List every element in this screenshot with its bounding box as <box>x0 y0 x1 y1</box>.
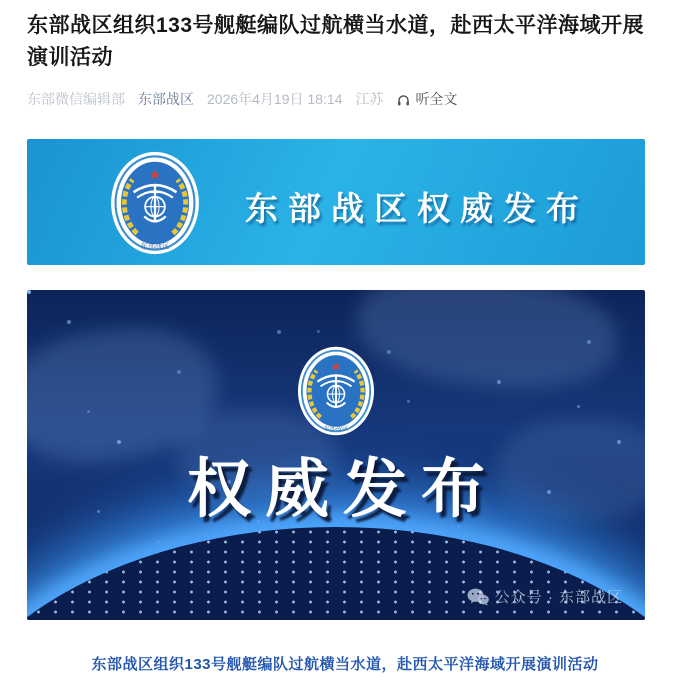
editor-label: 东部微信编辑部 <box>27 91 125 107</box>
listen-fulltext-label: 听全文 <box>415 91 458 107</box>
publish-datetime: 2026年4月19日 18:14 <box>207 91 343 107</box>
poster-image-authoritative-release[interactable] <box>27 290 645 620</box>
emblem-label: 东部战区 <box>323 425 349 433</box>
banner1-title: 东部战区权威发布 <box>245 190 589 227</box>
account-link[interactable]: 东部战区 <box>138 91 194 107</box>
theater-command-emblem-icon <box>109 151 201 255</box>
worldmap-decoration <box>352 290 622 398</box>
article-title: 东部战区组织133号舰艇编队过航横当水道，赴西太平洋海域开展演训活动 <box>27 14 645 69</box>
banner-image-authoritative-release[interactable] <box>27 139 645 265</box>
listen-fulltext-button[interactable] <box>396 89 457 109</box>
article-page <box>0 10 690 674</box>
wechat-icon <box>467 588 489 606</box>
poster-headline: 权威发布 <box>187 453 499 525</box>
article-meta-row <box>27 89 663 109</box>
location-label: 江苏 <box>355 91 384 107</box>
image-caption: 东部战区组织133号舰艇编队过航横当水道，赴西太平洋海域开展演训活动 <box>91 656 599 673</box>
emblem-label: 东部战区 <box>140 242 170 251</box>
watermark-text: 公众号 · 东部战区 <box>494 589 623 606</box>
particle-dots-decoration <box>27 290 30 293</box>
theater-command-emblem-icon <box>297 346 375 436</box>
headphone-icon <box>396 92 411 107</box>
account-watermark <box>467 586 623 607</box>
